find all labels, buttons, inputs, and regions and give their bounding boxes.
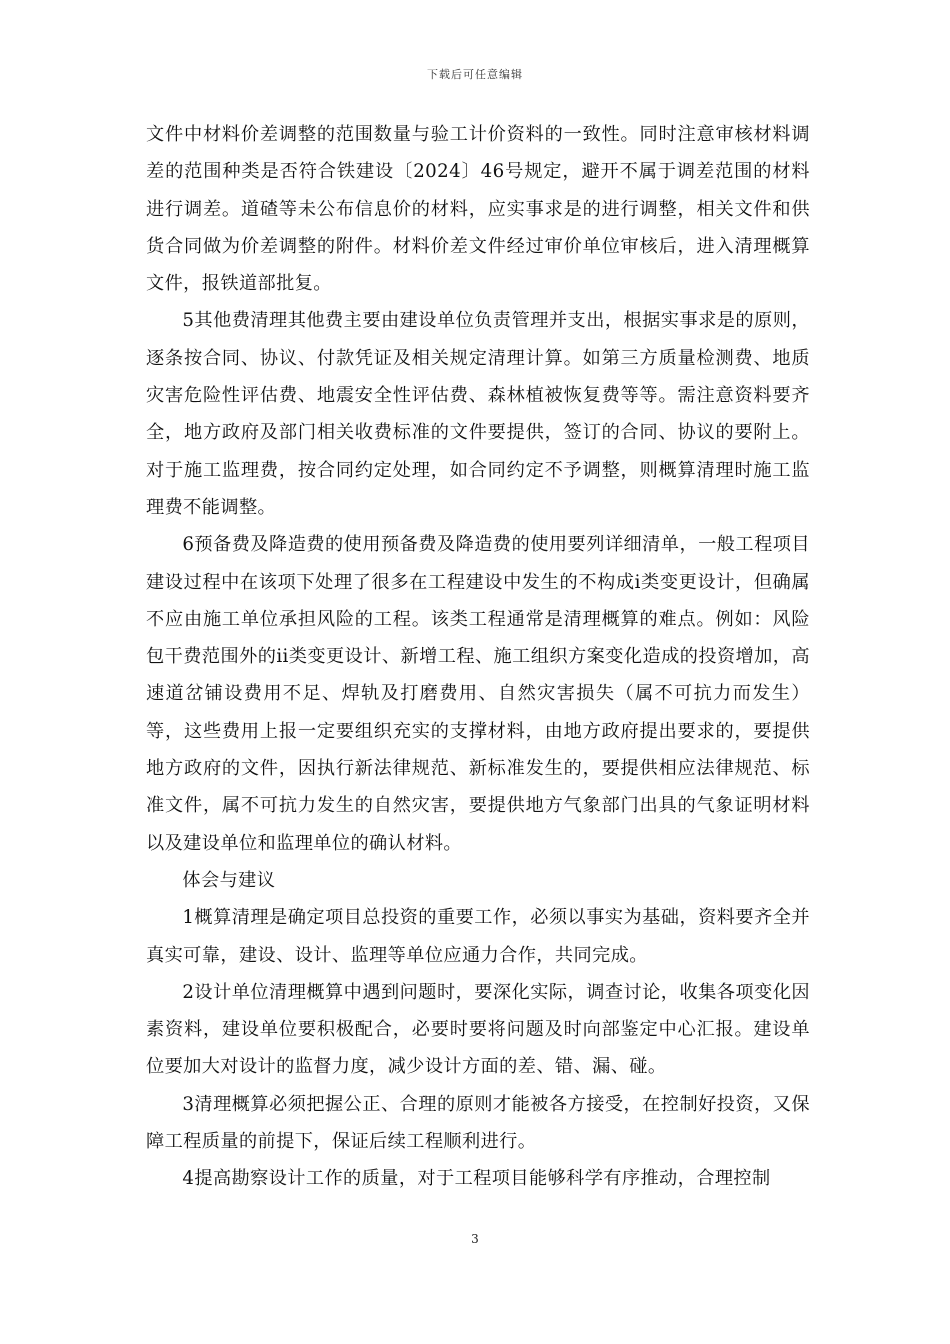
section-heading-experience: 体会与建议 (182, 869, 276, 891)
page-number: 3 (471, 1232, 479, 1246)
paragraph-suggestion-3: 3清理概算必须把握公正、合理的原则才能被各方接受，在控制好投资，又保障工程质量的前提下，保证后续工程顺利进行。 (146, 1093, 810, 1153)
paragraph-suggestion-4: 4提高勘察设计工作的质量，对于工程项目能够科学有序推动，合理控制 (182, 1168, 771, 1190)
paragraph-reserve-fees: 6预备费及降造费的使用预备费及降造费的使用要列详细清单，一般工程项目建设过程中在该项下处理了很多在工程建设中发生的不构成i类变更设计，但确属不应由施工单位承担风险的工程。该类工程通常是清理概算的难点。例如：风险包干费范围外的ii类变更设计、新增工程、施工组织方案变化造成的投资增加，高速道岔铺设费用不足、焊轨及打磨费用、自然灾害损失（属不可抗力而发生）等，这些费用上报一定要组织充实的支撑材料，由地方政府提出要求的，要提供地方政府的文件，因执行新法律规范、新标准发生的，要提供相应法律规范、标准文件，属不可抗力发生的自然灾害，要提供地方气象部门出具的气象证明材料以及建设单位和监理单位的确认材料。 (146, 534, 810, 854)
paragraph-suggestion-2: 2设计单位清理概算中遇到问题时，要深化实际，调查讨论，收集各项变化因素资料，建设单位要积极配合，必要时要将问题及时向部鉴定中心汇报。建设单位要加大对设计的监督力度，减少设计方面的差、错、漏、碰。 (146, 981, 810, 1078)
paragraph-suggestion-1: 1概算清理是确定项目总投资的重要工作，必须以事实为基础，资料要齐全并真实可靠，建设、设计、监理等单位应通力合作，共同完成。 (146, 907, 810, 966)
paragraph-other-fees: 5其他费清理其他费主要由建设单位负责管理并支出，根据实事求是的原则，逐条按合同、协议、付款凭证及相关规定清理计算。如第三方质量检测费、地质灾害危险性评估费、地震安全性评估费、森林植被恢复费等等。需注意资料要齐全，地方政府及部门相关收费标准的文件要提供，签订的合同、协议的要附上。对于施工监理费，按合同约定处理，如合同约定不予调整，则概算清理时施工监理费不能调整。 (146, 310, 810, 518)
document-body (146, 116, 810, 1198)
paragraph-material-price-adjustment: 文件中材料价差调整的范围数量与验工计价资料的一致性。同时注意审核材料调差的范围种类是否符合铁建设〔2024〕46号规定，避开不属于调差范围的材料进行调差。道碴等未公布信息价的材料，应实事求是的进行调整，相关文件和供货合同做为价差调整的附件。材料价差文件经过审价单位审核后，进入清理概算文件，报铁道部批复。 (146, 124, 810, 295)
page-header: 下载后可任意编辑 (427, 68, 523, 81)
